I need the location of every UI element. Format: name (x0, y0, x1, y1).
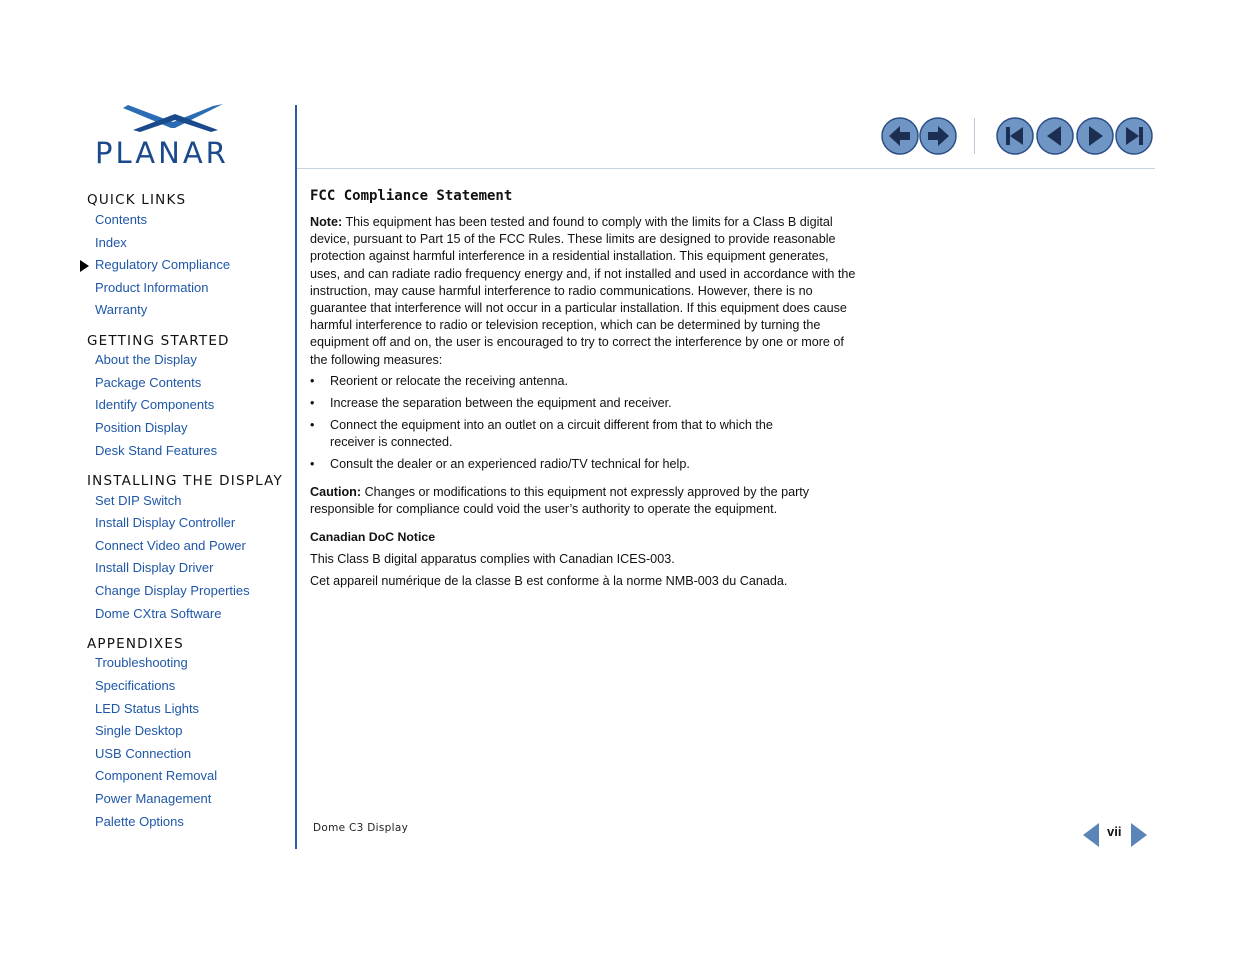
sidebar-item-led-status-lights[interactable]: LED Status Lights (95, 701, 200, 716)
section-heading-getting-started: GETTING STARTED (87, 333, 230, 349)
bullet-icon: • (310, 374, 315, 388)
sidebar-divider (295, 105, 297, 849)
note-text: This equipment has been tested and found to comply with the limits for a Class B digital device, pursuant to Part 15 of the FCC Rules. These limits are designed to provide reasonable protection against harmful interference in a residential installation. This equipment generates, uses, and can radiate radio frequency energy and, if not installed and used in accordance with the instruction, may cause harmful interference to radio communications. However, there is no guarantee that interference will not occur in a particular installation. If this equipment does cause harmful interference to radio or television reception, which can be determined by turning the equipment off and on, the user is encouraged to try to correct the interference by one or more of the following measures: (310, 215, 856, 367)
list-item-text: Increase the separation between the equipment and receiver. (330, 396, 672, 410)
sidebar-item-position-display[interactable]: Position Display (95, 420, 188, 435)
sidebar-item-product-information[interactable]: Product Information (95, 280, 209, 295)
page-number: vii (1107, 824, 1122, 839)
canadian-doc-heading: Canadian DoC Notice (310, 530, 436, 544)
footer-next-page-icon[interactable] (1131, 823, 1147, 847)
sidebar-item-package-contents[interactable]: Package Contents (95, 375, 202, 390)
section-heading-quick-links: QUICK LINKS (87, 192, 187, 208)
sidebar-item-about-the-display[interactable]: About the Display (95, 352, 197, 367)
footer-previous-page-icon[interactable] (1083, 823, 1099, 847)
previous-page-icon (1036, 117, 1074, 155)
sidebar-item-set-dip-switch[interactable]: Set DIP Switch (95, 493, 182, 508)
canadian-notice-french: Cet appareil numérique de la classe B est conforme à la norme NMB-003 du Canada. (310, 574, 788, 588)
last-page-icon (1115, 117, 1153, 155)
sidebar-item-specifications[interactable]: Specifications (95, 678, 176, 693)
back-button[interactable] (881, 117, 919, 155)
sidebar-item-connect-video-and-power[interactable]: Connect Video and Power (95, 538, 246, 553)
back-icon (881, 117, 919, 155)
sidebar-item-index[interactable]: Index (95, 235, 127, 250)
sidebar-item-usb-connection[interactable]: USB Connection (95, 746, 192, 761)
sidebar-item-desk-stand-features[interactable]: Desk Stand Features (95, 443, 218, 458)
sidebar-item-power-management[interactable]: Power Management (95, 791, 212, 806)
sidebar-item-identify-components[interactable]: Identify Components (95, 397, 215, 412)
bullet-icon: • (310, 396, 315, 410)
next-page-icon (1076, 117, 1114, 155)
list-item-text: Connect the equipment into an outlet on a circuit different from that to which the receiver is connected. (330, 418, 773, 450)
sidebar-item-component-removal[interactable]: Component Removal (95, 768, 218, 783)
header-divider (297, 168, 1155, 169)
sidebar-item-palette-options[interactable]: Palette Options (95, 814, 184, 829)
bullet-icon: • (310, 457, 315, 471)
section-heading-appendixes: APPENDIXES (87, 636, 184, 652)
caution-paragraph (310, 484, 858, 518)
first-page-icon (996, 117, 1034, 155)
previous-page-button[interactable] (1036, 117, 1074, 155)
section-heading-installing-the-display: INSTALLING THE DISPLAY (87, 473, 283, 489)
caution-text: Changes or modifications to this equipment not expressly approved by the party responsible for compliance could void the user’s authority to operate the equipment. (310, 485, 810, 517)
list-item-text: Reorient or relocate the receiving antenna. (330, 374, 569, 388)
next-page-button[interactable] (1076, 117, 1114, 155)
list-item-text: Consult the dealer or an experienced radio/TV technical for help. (330, 457, 690, 471)
planar-logo (93, 100, 261, 168)
page-title: FCC Compliance Statement (310, 188, 513, 204)
last-page-button[interactable] (1115, 117, 1153, 155)
footer-document-name: Dome C3 Display (313, 822, 409, 834)
sidebar-item-regulatory-compliance[interactable]: Regulatory Compliance (95, 257, 231, 272)
sidebar-item-install-display-driver[interactable]: Install Display Driver (95, 560, 214, 575)
canadian-notice-english: This Class B digital apparatus complies with Canadian ICES-003. (310, 552, 675, 566)
first-page-button[interactable] (996, 117, 1034, 155)
logo-text: PLANAR (95, 136, 229, 170)
forward-icon (919, 117, 957, 155)
sidebar-item-troubleshooting[interactable]: Troubleshooting (95, 655, 188, 670)
note-label: Note: (310, 215, 343, 229)
fcc-note-paragraph (310, 214, 858, 369)
bullet-icon: • (310, 418, 315, 432)
caution-label: Caution: (310, 485, 362, 499)
active-item-arrow-icon (80, 260, 89, 272)
forward-button[interactable] (919, 117, 957, 155)
sidebar-item-contents[interactable]: Contents (95, 212, 148, 227)
sidebar-item-warranty[interactable]: Warranty (95, 302, 148, 317)
sidebar-item-install-display-controller[interactable]: Install Display Controller (95, 515, 236, 530)
sidebar-item-change-display-properties[interactable]: Change Display Properties (95, 583, 250, 598)
nav-separator (974, 118, 975, 154)
sidebar-item-dome-cxtra-software[interactable]: Dome CXtra Software (95, 606, 222, 621)
logo-chevron-graphic (93, 100, 261, 140)
sidebar-item-single-desktop[interactable]: Single Desktop (95, 723, 183, 738)
